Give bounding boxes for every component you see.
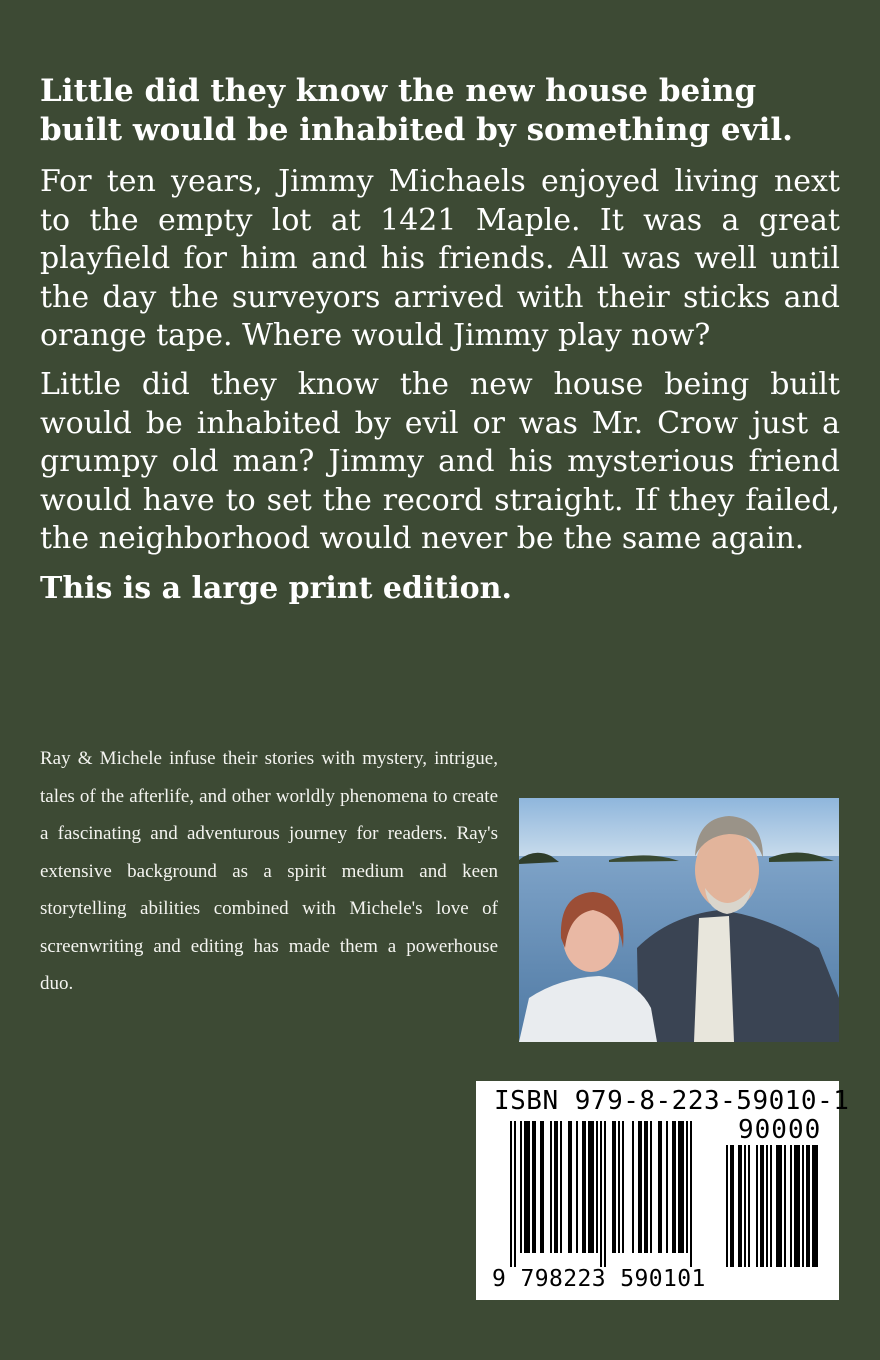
- barcode-bar: [644, 1121, 648, 1253]
- barcode-bar: [738, 1145, 742, 1267]
- barcode-bar: [520, 1121, 522, 1253]
- barcode-bar: [806, 1145, 810, 1267]
- blurb-paragraph-1: For ten years, Jimmy Michaels enjoyed living next to the empty lot at 1421 Maple. It was a great playfield for him and his friends. All was well until the day the surveyors arrived with their sticks and orange tape. Where would Jimmy play now?: [40, 164, 840, 353]
- barcode-bar: [568, 1121, 572, 1253]
- barcode-bar: [794, 1145, 800, 1267]
- barcode-bar: [760, 1145, 764, 1267]
- isbn-barcode: [476, 1081, 850, 1300]
- barcode-bar: [784, 1145, 786, 1267]
- edition-note: This is a large print edition.: [40, 571, 512, 606]
- cover-hook: Little did they know the new house being built would be inhabited by something evil.: [40, 73, 793, 148]
- barcode-bar: [596, 1121, 598, 1253]
- blurb-paragraph-2: Little did they know the new house being built would be inhabited by evil or was Mr. Crow just a grumpy old man? Jimmy and his mysterious friend would have to set the record straight. If they failed, the neighborhood would never be the same again.: [40, 367, 840, 556]
- barcode-bar: [666, 1121, 668, 1253]
- barcode-bar: [632, 1121, 634, 1253]
- barcode-bar: [802, 1145, 804, 1267]
- barcode-bar: [604, 1121, 606, 1267]
- barcode-bar: [730, 1145, 734, 1267]
- barcode-bar: [576, 1121, 578, 1253]
- barcode-bar: [612, 1121, 616, 1253]
- barcode-bar: [622, 1121, 624, 1253]
- barcode-bar: [686, 1121, 688, 1253]
- barcode-bar: [690, 1121, 692, 1267]
- barcode-bar: [638, 1121, 642, 1253]
- barcode-bar: [560, 1121, 562, 1253]
- barcode-bar: [658, 1121, 662, 1253]
- ean-digits: 9 798223 590101: [492, 1266, 706, 1292]
- author-bio: Ray & Michele infuse their stories with mystery, intrigue, tales of the afterlife, and other worldly phenomena to create a fascinating and adventurous journey for readers. Ray's extensive background as a spirit medium and keen storytelling abilities combined with Michele's love of screenwriting and editing has made them a powerhouse duo.: [40, 748, 498, 994]
- barcode-bar: [812, 1145, 818, 1267]
- barcode-bar: [510, 1121, 512, 1267]
- barcode-bar: [600, 1121, 602, 1267]
- barcode-bar: [726, 1145, 728, 1267]
- photo-man-collar: [694, 916, 734, 1042]
- barcode-bar: [532, 1121, 536, 1253]
- barcode-bar: [748, 1145, 750, 1267]
- barcode-bar: [672, 1121, 676, 1253]
- barcode-bar: [766, 1145, 768, 1267]
- addon-bars: [726, 1145, 826, 1267]
- barcode-bar: [618, 1121, 620, 1253]
- barcode-bar: [540, 1121, 544, 1253]
- barcode-bar: [550, 1121, 552, 1253]
- author-photo: [519, 798, 839, 1042]
- barcode-bar: [744, 1145, 746, 1267]
- barcode-bar: [756, 1145, 758, 1267]
- barcode-bar: [554, 1121, 558, 1253]
- barcode-bar: [582, 1121, 586, 1253]
- barcode-bar: [514, 1121, 516, 1267]
- barcode-bar: [776, 1145, 782, 1267]
- barcode-bar: [770, 1145, 772, 1267]
- barcode-addon-digits: 90000: [738, 1115, 822, 1145]
- photo-sky: [519, 798, 839, 858]
- barcode-bar: [650, 1121, 652, 1253]
- isbn-label: ISBN 979-8-223-59010-1: [494, 1086, 850, 1116]
- barcode-bar: [790, 1145, 792, 1267]
- barcode-bar: [678, 1121, 684, 1253]
- barcode-bar: [524, 1121, 530, 1253]
- ean-bars: [510, 1121, 710, 1267]
- barcode-bar: [588, 1121, 594, 1253]
